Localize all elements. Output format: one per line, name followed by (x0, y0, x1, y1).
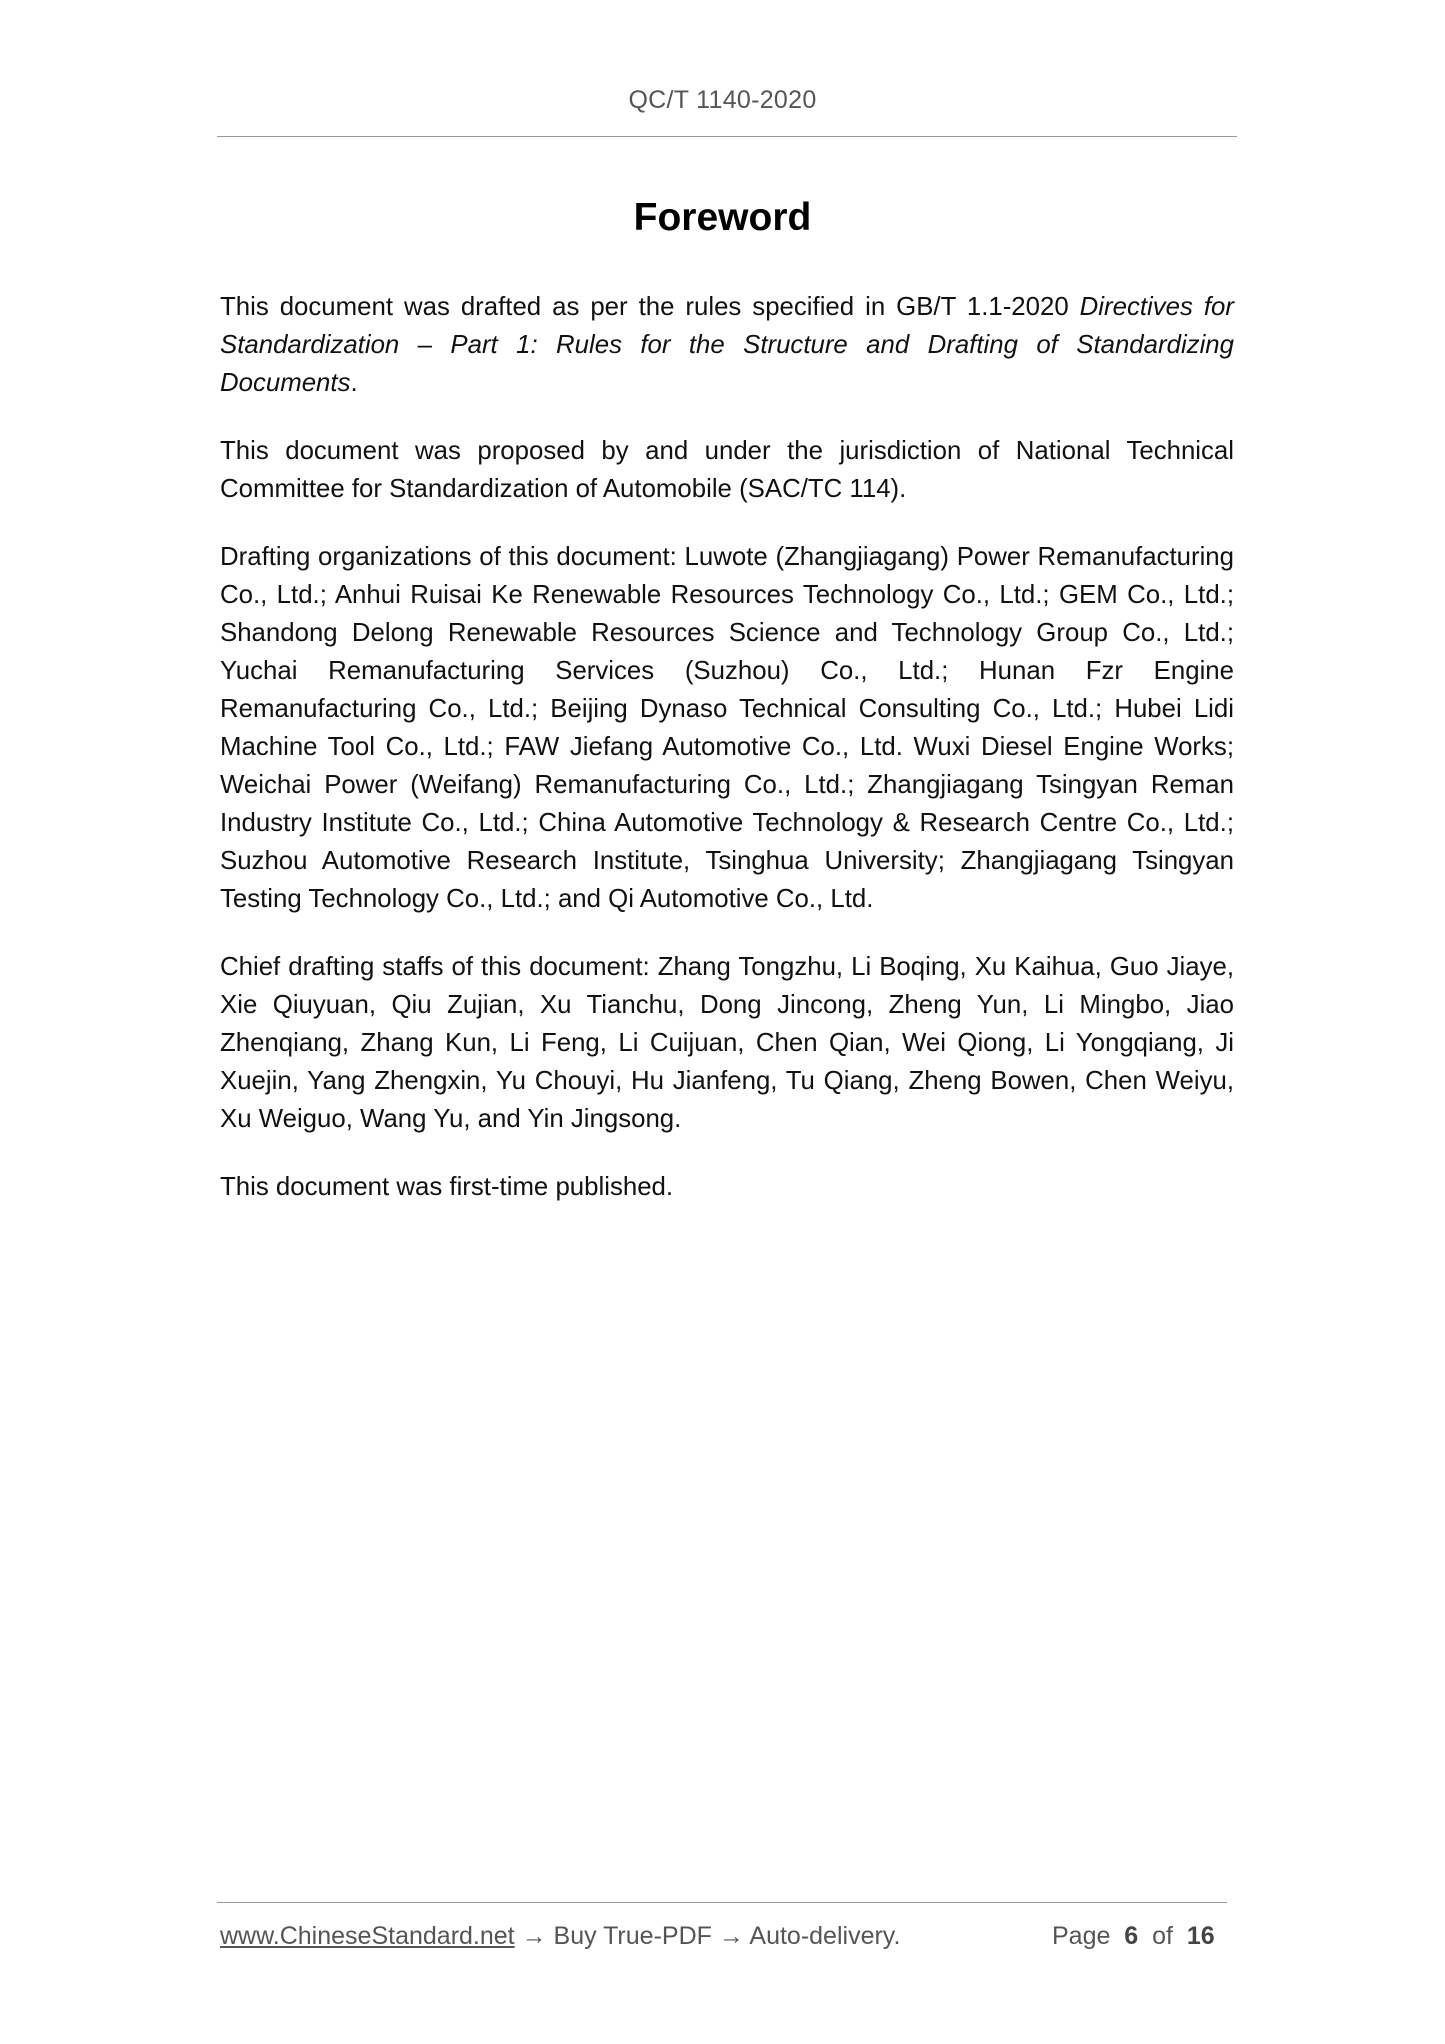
footer-tagline: → Buy True-PDF → Auto-delivery. (514, 1922, 901, 1950)
paragraph-publication-note: This document was first-time published. (220, 1173, 674, 1201)
page-current: 6 (1124, 1922, 1139, 1950)
footer-divider (217, 1902, 1227, 1903)
paragraph-drafting-staffs: Chief drafting staffs of this document: Zhang Tongzhu, Li Boqing, Xu Kaihua, Guo Jiaye, Xie Qiuyuan, Qiu Zujian, Xu Tianchu, Dong Jincong, Zheng Yun, Li Mingbo, Jiao Zhenqiang, Zhang Kun, Li Feng, Li Cuijuan, Chen Qian, Wei Qiong, Li Yongqiang, Ji Xuejin, Yang Zhengxin, Yu Chouyi, Hu Jianfeng, Tu Qiang, Zheng Bowen, Chen Weiyu, Xu Weiguo, Wang Yu, and Yin Jingsong. (220, 953, 1234, 1133)
paragraph-drafting-organizations: Drafting organizations of this document: Luwote (Zhangjiagang) Power Remanufacturing Co., Ltd.; Anhui Ruisai Ke Renewable Resources Technology Co., Ltd.; GEM Co., Ltd.; Shandong Delong Renewable Resources Science and Technology Group Co., Ltd.; Yuchai Remanufacturing Services (Suzhou) Co., Ltd.; Hunan Fzr Engine Remanufacturing Co., Ltd.; Beijing Dynaso Technical Consulting Co., Ltd.; Hubei Lidi Machine Tool Co., Ltd.; FAW Jiefang Automotive Co., Ltd. Wuxi Diesel Engine Works; Weichai Power (Weifang) Remanufacturing Co., Ltd.; Zhangjiagang Tsingyan Reman Industry Institute Co., Ltd.; China Automotive Technology & Research Centre Co., Ltd.; Suzhou Automotive Research Institute, Tsinghua University; Zhangjiagang Tsingyan Testing Technology Co., Ltd.; and Qi Automotive Co., Ltd. (220, 543, 1234, 913)
page-total: 16 (1186, 1922, 1215, 1950)
page-title: Foreword (633, 196, 812, 239)
page-of-label: of (1152, 1922, 1173, 1950)
header-doc-code: QC/T 1140-2020 (628, 86, 817, 114)
footer-promo (220, 1922, 900, 1951)
header-divider (217, 136, 1237, 137)
paragraph-jurisdiction: This document was proposed by and under the jurisdiction of National Technical Committee for Standardization of Automobile (SAC/TC 114). (220, 437, 1234, 503)
page-number (1052, 1922, 1215, 1951)
foreword-body (220, 288, 1234, 1236)
paragraph-drafting-rules-prefix: This document was drafted as per the rules specified in GB/T 1.1-2020 (220, 293, 1080, 321)
paragraph-drafting-rules-suffix: . (350, 369, 358, 397)
referenced-standard-title: Directives for Standardization – Part 1: Rules for the Structure and Drafting of Standardizing Documents (220, 293, 1234, 397)
website-link[interactable]: www.ChineseStandard.net (220, 1922, 515, 1950)
page-label: Page (1052, 1922, 1111, 1950)
paragraph-drafting-rules (220, 288, 1234, 402)
